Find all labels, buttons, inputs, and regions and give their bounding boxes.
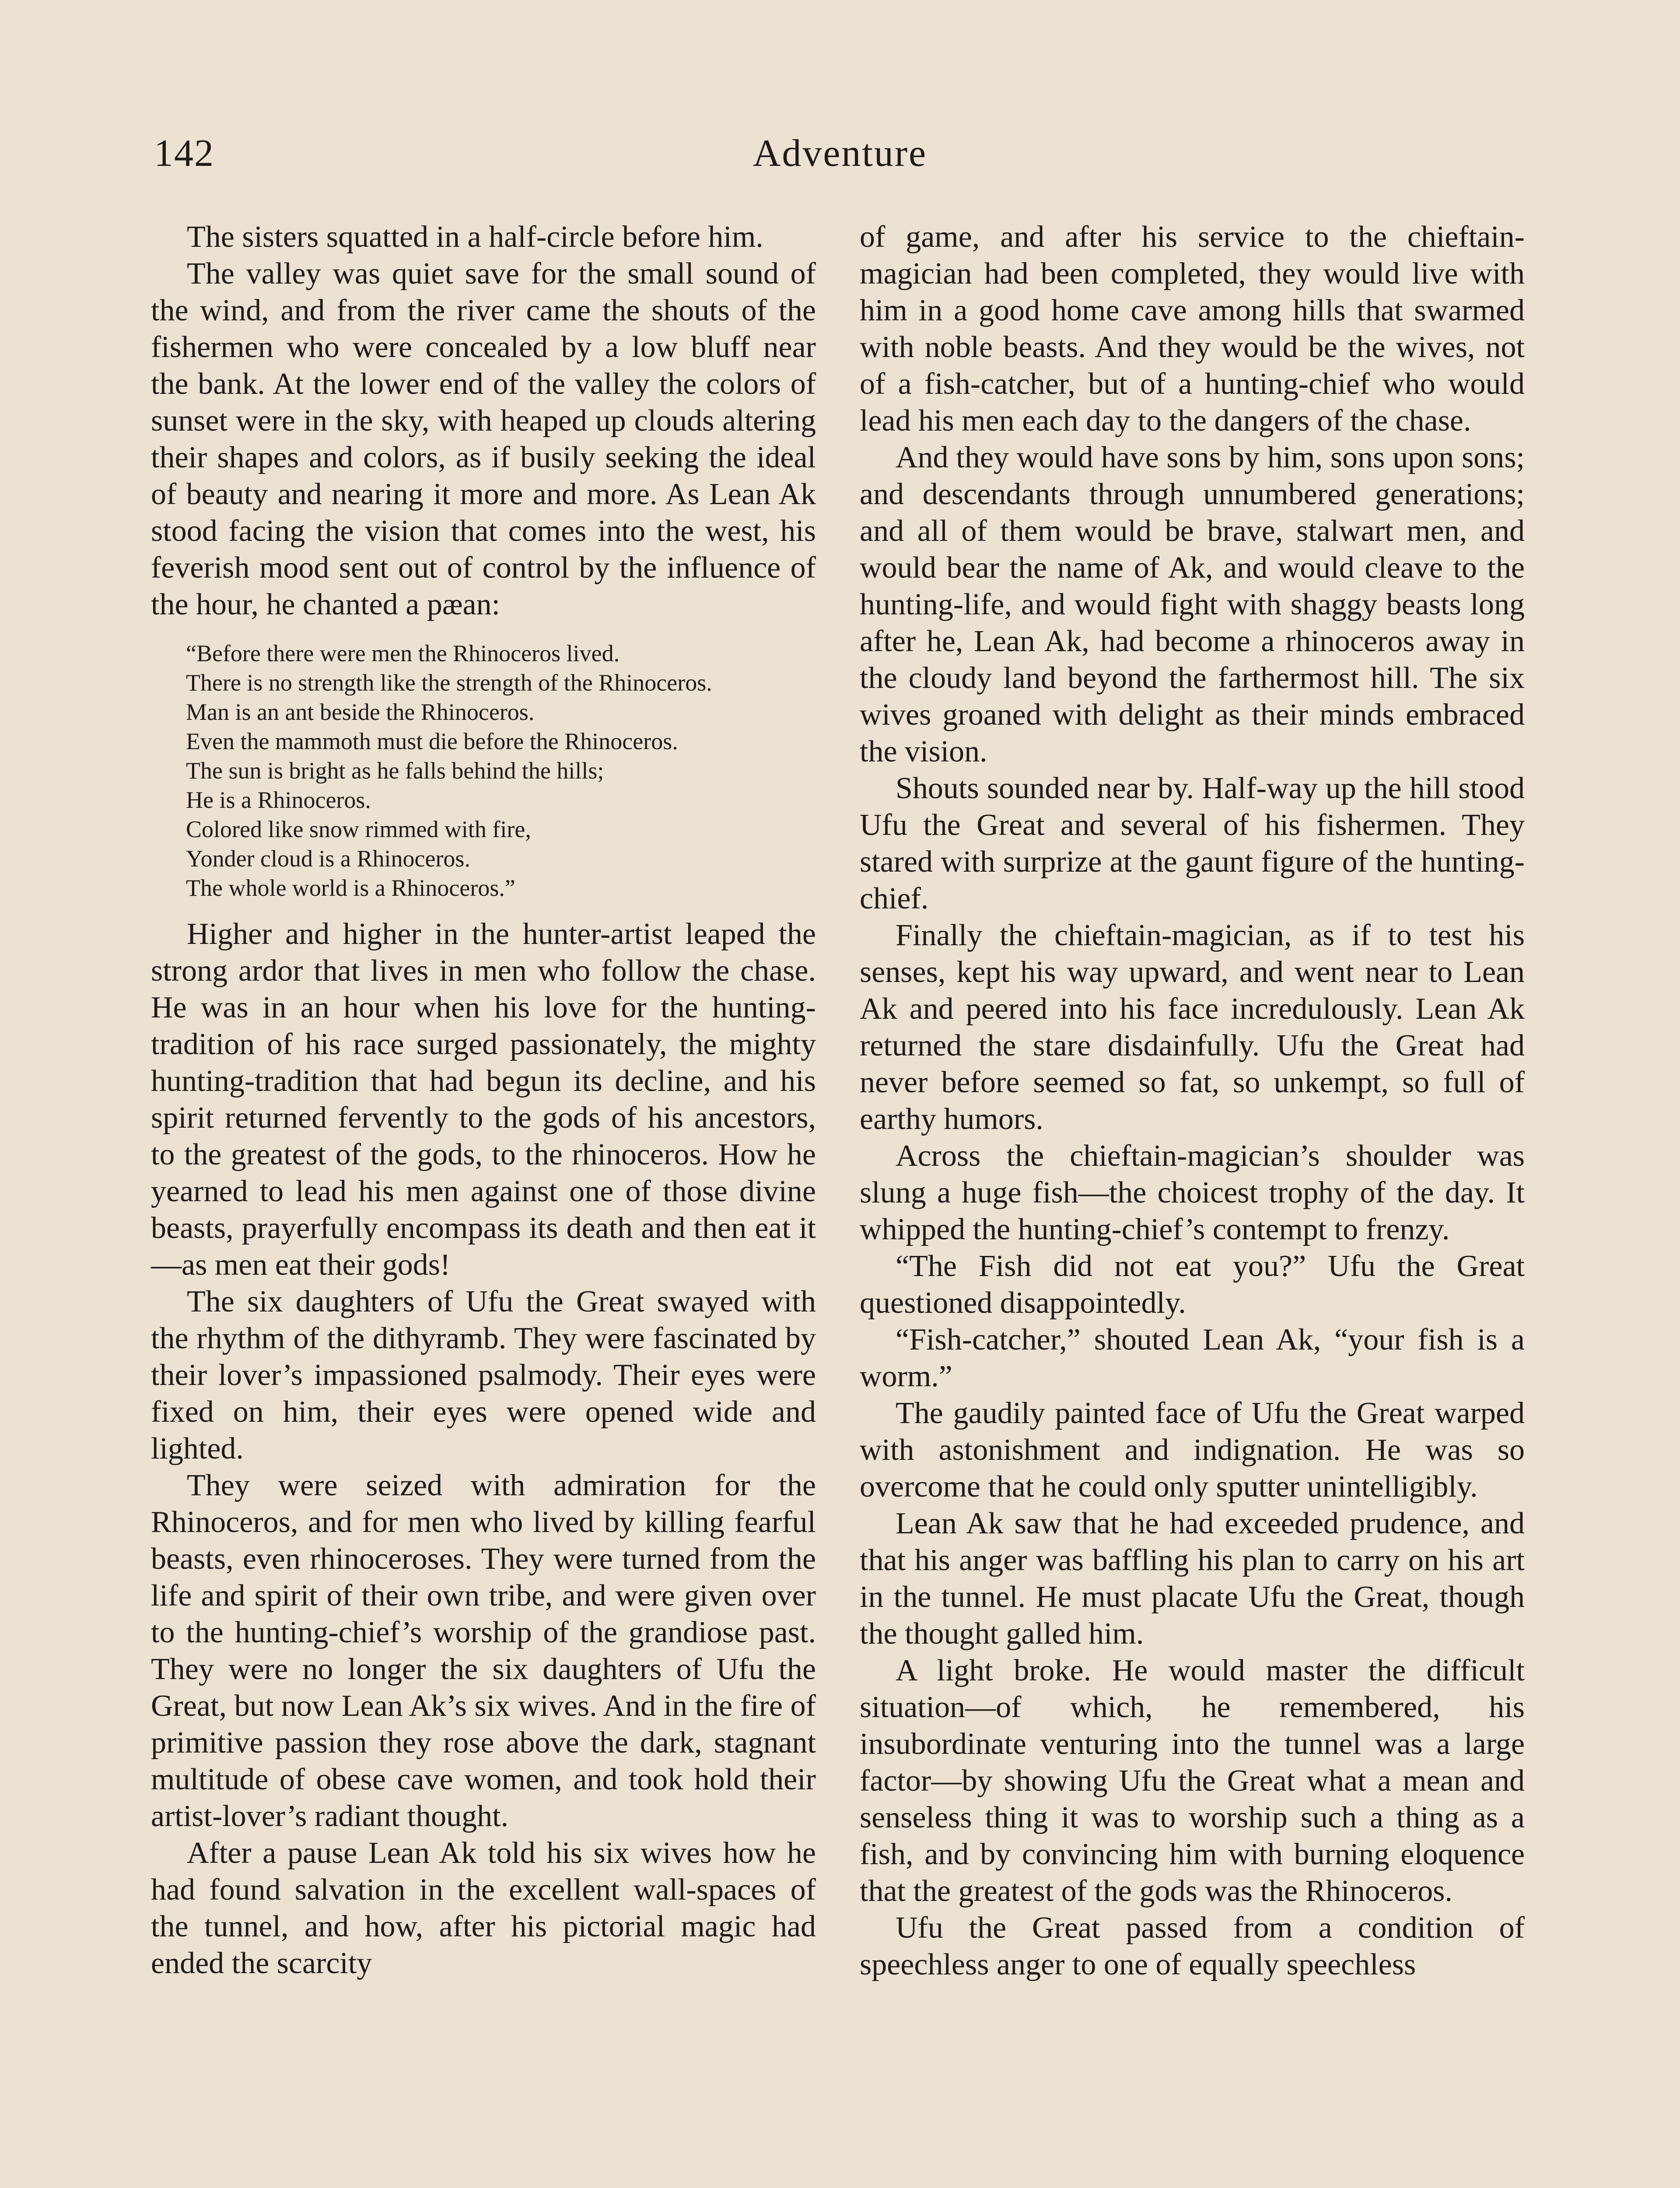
paragraph: The sisters squatted in a half-circle before him.: [187, 220, 763, 254]
poem-line: Even the mammoth must die before the Rhinoceros.: [186, 728, 678, 754]
paragraph: The valley was quiet save for the small sound of the wind, and from the river came the shouts of the fishermen who were concealed by a low bluff near the bank. At the lower end of the valley the colors of sunset were in the sky, with heaped up clouds altering their shapes and colors, as if busily seeking the ideal of beauty and nearing it more and more. As Lean Ak stood facing the vision that comes into the west, his feverish mood sent out of control by the influence of the hour, he chanted a pæan:: [151, 257, 816, 621]
poem-line: Man is an ant beside the Rhinoceros.: [186, 699, 535, 725]
poem-line: The sun is bright as he falls behind the hills;: [186, 757, 604, 784]
paragraph: The gaudily painted face of Ufu the Great warped with astonishment and indignation. He was so overcome that he could only sputter unintelligibly.: [860, 1396, 1525, 1504]
paragraph: Ufu the Great passed from a condition of speechless anger to one of equally speechless: [860, 1911, 1525, 1981]
right-column: [860, 219, 1525, 1983]
poem-line: There is no strength like the strength of the Rhinoceros.: [186, 670, 712, 696]
paragraph: They were seized with admiration for the Rhinoceros, and for men who lived by killing fearful beasts, even rhinoceroses. They were turned from the life and spirit of their own tribe, and were given over to the hunting-chief’s worship of the grandiose past. They were no longer the six daughters of Ufu the Great, but now Lean Ak’s six wives. And in the fire of primitive passion they rose above the dark, stagnant multitude of obese cave women, and took hold their artist-lover’s radiant thought.: [151, 1469, 816, 1833]
paragraph: After a pause Lean Ak told his six wives how he had found salvation in the excellent wall-spaces of the tunnel, and how, after his pictorial magic had ended the scarcity: [151, 1836, 816, 1980]
paragraph: Across the chieftain-magician’s shoulder was slung a huge fish—the choicest trophy of the day. It whipped the hunting-chief’s contempt to frenzy.: [860, 1139, 1525, 1246]
poem-line: The whole world is a Rhinoceros.”: [186, 875, 515, 901]
page-number: 142: [154, 132, 214, 175]
poem-line: He is a Rhinoceros.: [186, 787, 371, 813]
paragraph: of game, and after his service to the chieftain-magician had been completed, they would live with him in a good home cave among hills that swarmed with noble beasts. And they would be the wives, not of a fish-catcher, but of a hunting-chief who would lead his men each day to the dangers of the chase.: [860, 220, 1525, 438]
poem-line: Yonder cloud is a Rhinoceros.: [186, 845, 470, 872]
poem-line: Colored like snow rimmed with fire,: [186, 816, 531, 842]
paragraph: “Fish-catcher,” shouted Lean Ak, “your fish is a worm.”: [860, 1323, 1525, 1393]
paragraph: “The Fish did not eat you?” Ufu the Great questioned disappointedly.: [860, 1249, 1525, 1320]
paragraph: Lean Ak saw that he had exceeded prudence, and that his anger was baffling his plan to carry on his art in the tunnel. He must placate Ufu the Great, though the thought galled him.: [860, 1507, 1525, 1651]
paragraph: The six daughters of Ufu the Great swayed with the rhythm of the dithyramb. They were fascinated by their lover’s impassioned psalmody. Their eyes were fixed on him, their eyes were opened wide and lighted.: [151, 1285, 816, 1466]
left-column: [151, 219, 816, 1982]
paragraph: A light broke. He would master the difficult situation—of which, he remembered, his insubordinate venturing into the tunnel was a large factor—by showing Ufu the Great what a mean and senseless thing it was to worship such a thing as a fish, and by convincing him with burning eloquence that the greatest of the gods was the Rhinoceros.: [860, 1654, 1525, 1908]
paragraph: And they would have sons by him, sons upon sons; and descendants through unnumbered generations; and all of them would be brave, stalwart men, and would bear the name of Ak, and would cleave to the hunting-life, and would fight with shaggy beasts long after he, Lean Ak, had become a rhinoceros away in the cloudy land beyond the farthermost hill. The six wives groaned with delight as their minds embraced the vision.: [860, 441, 1525, 768]
paragraph: Higher and higher in the hunter-artist leaped the strong ardor that lives in men who follow the chase. He was in an hour when his love for the hunting-tradition of his race surged passionately, the mighty hunting-tradition that had begun its decline, and his spirit returned fervently to the gods of his ancestors, to the greatest of the gods, to the rhinoceros. How he yearned to lead his men against one of those divine beasts, prayerfully encompass its death and then eat it—as men eat their gods!: [151, 917, 816, 1282]
poem-line: “Before there were men the Rhinoceros lived.: [186, 640, 620, 666]
paragraph: Finally the chieftain-magician, as if to test his senses, kept his way upward, and went near to Lean Ak and peered into his face incredulously. Lean Ak returned the stare disdainfully. Ufu the Great had never before seemed so fat, so unkempt, so full of earthy humors.: [860, 919, 1525, 1136]
running-title: Adventure: [752, 132, 928, 175]
poem-block: [151, 639, 816, 903]
paragraph: Shouts sounded near by. Half-way up the hill stood Ufu the Great and several of his fishermen. They stared with surprize at the gaunt figure of the hunting-chief.: [860, 771, 1525, 915]
